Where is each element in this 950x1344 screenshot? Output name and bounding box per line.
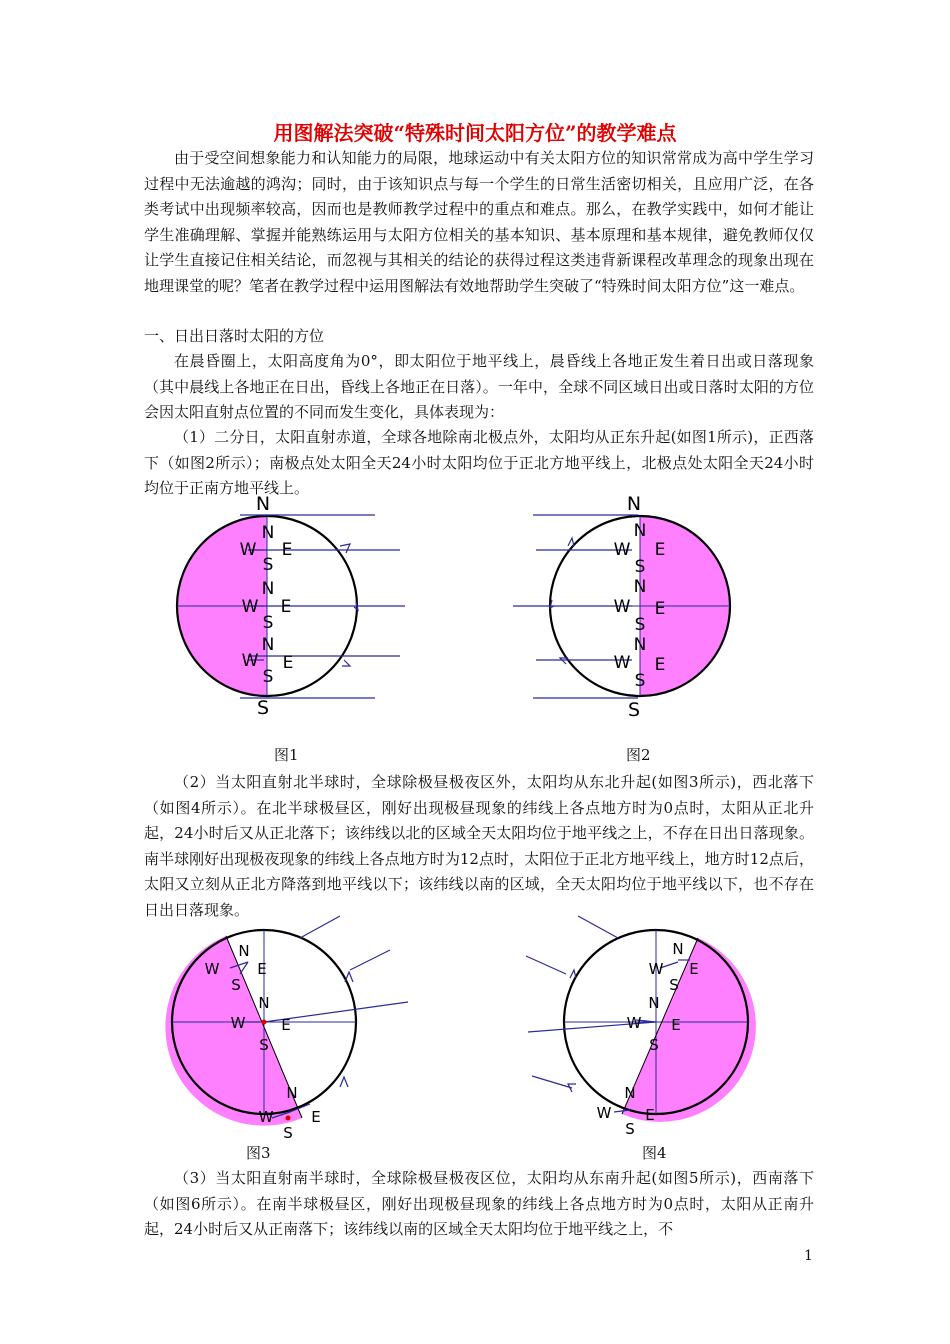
compass-e-label: E	[689, 960, 699, 978]
sun-point	[262, 1020, 267, 1025]
item-2-paragraph: （2）当太阳直射北半球时，全球除极昼极夜区外，太阳均从东北升起(如图3所示)，西北落下（如图4所示）。在北半球极昼区，刚好出现极昼现象的纬线上各点地方时为0点时，太阳从正北升起，24小时后又从正北落下；该纬线以北的区域全天太阳均位于地平线之上，不存在日出日落现象。南半球刚好出现极夜现象的纬线上各点地方时为12点时，太阳位于正北方地平线上，地方时12点后，太阳又立刻从正北方降落到地平线以下；该纬线以南的区域，全天太阳均位于地平线以下，也不存在日出日落现象。	[144, 773, 814, 919]
compass-s-label: S	[649, 1036, 659, 1054]
figure-3-caption: 图3	[246, 1144, 271, 1162]
page-title: 用图解法突破“特殊时间太阳方位”的教学难点	[273, 121, 677, 145]
figure-4-diagram	[518, 912, 778, 1142]
compass-e-label: E	[280, 597, 292, 617]
compass-s-label: S	[262, 667, 274, 687]
pole-south-label: S	[256, 697, 270, 719]
page-number: 1	[804, 1248, 813, 1264]
compass-n-label: N	[624, 1084, 636, 1102]
compass-w-label: W	[241, 651, 259, 671]
compass-e-label: E	[654, 540, 666, 560]
compass-w-label: W	[613, 653, 631, 673]
figure-2-diagram	[508, 488, 768, 728]
pole-south-label: S	[627, 699, 641, 721]
compass-e-label: E	[281, 540, 293, 560]
compass-w-label: W	[241, 597, 259, 617]
figure-1-caption: 图1	[274, 746, 299, 764]
section-paragraph: 在晨昏圈上，太阳高度角为0°，即太阳位于地平线上，晨昏线上各地正发生着日出或日落现象（其中晨线上各地正在日出，昏线上各地正在日落）。一年中，全球不同区域日出或日落时太阳的方位会因太阳直射点位置的不同而发生变化，具体表现为：	[144, 352, 814, 421]
compass-s-label: S	[625, 1120, 635, 1138]
compass-e-label: E	[654, 599, 666, 619]
compass-w-label: W	[230, 1014, 246, 1032]
compass-s-label: S	[259, 1036, 269, 1054]
figure-3-diagram	[160, 912, 420, 1142]
compass-w-label: W	[204, 960, 220, 978]
compass-n-label: N	[261, 523, 275, 543]
compass-e-label: E	[282, 653, 294, 673]
compass-n-label: N	[261, 579, 275, 599]
compass-e-label: E	[645, 1106, 655, 1124]
compass-e-label: E	[311, 1108, 321, 1126]
compass-w-label: W	[258, 1108, 274, 1126]
compass-n-label: N	[258, 994, 270, 1012]
compass-n-label: N	[633, 577, 647, 597]
tangent-arrows	[340, 544, 358, 666]
compass-e-label: E	[654, 655, 666, 675]
compass-n-label: N	[672, 940, 684, 958]
compass-n-label: N	[633, 521, 647, 541]
compass-s-label: S	[669, 976, 679, 994]
intro-paragraph: 由于受空间想象能力和认知能力的局限，地球运动中有关太阳方位的知识常常成为高中学生学习过程中无法逾越的鸿沟；同时，由于该知识点与每一个学生的日常生活密切相关，且应用广泛，在各类考试中出现频率较高，因而也是教师教学过程中的重点和难点。那么，在教学实践中，如何才能让学生准确理解、掌握并能熟练运用与太阳方位相关的基本知识、基本原理和基本规律，避免教师仅仅让学生直接记住相关结论，而忽视与其相关的结论的获得过程这类违背新课程改革理念的现象出现在地理课堂的呢？笔者在教学过程中运用图解法有效地帮助学生突破了“特殊时间太阳方位”这一难点。	[144, 149, 814, 295]
sun-point	[286, 1116, 291, 1121]
item-3-paragraph: （3）当太阳直射南半球时，全球除极昼极夜区位，太阳均从东南升起(如图5所示)，西南落下（如图6所示）。在南半球极昼区，刚好出现极昼现象的纬线上各点地方时为0点时，太阳从正南升起，24小时后又从正南落下；该纬线以南的区域全天太阳均位于地平线之上，不	[144, 1169, 814, 1238]
compass-n-label: N	[648, 994, 660, 1012]
figure-2-caption: 图2	[626, 746, 651, 764]
compass-w-label: W	[613, 597, 631, 617]
pole-north-label: N	[626, 493, 642, 515]
compass-e-label: E	[257, 960, 267, 978]
compass-s-label: S	[262, 613, 274, 633]
compass-s-label: S	[283, 1124, 293, 1142]
pole-north-label: N	[255, 493, 271, 515]
tangent-arrows	[568, 970, 576, 1092]
compass-s-label: S	[634, 671, 646, 691]
compass-w-label: W	[596, 1104, 612, 1122]
compass-w-label: W	[239, 540, 257, 560]
compass-e-label: E	[281, 1016, 291, 1034]
figure-4-caption: 图4	[642, 1144, 667, 1162]
compass-w-label: W	[613, 540, 631, 560]
compass-w-label: W	[648, 960, 664, 978]
compass-n-label: N	[633, 635, 647, 655]
figure-1-diagram	[160, 488, 420, 728]
compass-s-label: S	[634, 557, 646, 577]
compass-e-label: E	[671, 1016, 681, 1034]
compass-s-label: S	[634, 615, 646, 635]
compass-s-label: S	[231, 976, 241, 994]
compass-w-label: W	[626, 1014, 642, 1032]
compass-n-label: N	[238, 942, 250, 960]
section-heading: 一、日出日落时太阳的方位	[144, 327, 325, 345]
compass-n-label: N	[261, 635, 275, 655]
tangent-arrows	[550, 538, 574, 664]
compass-n-label: N	[286, 1084, 298, 1102]
item-1-paragraph: （1）二分日，太阳直射赤道，全球各地除南北极点外，太阳均从正东升起(如图1所示)，正西落下（如图2所示）；南极点处太阳全天24小时太阳均位于正北方地平线上，北极点处太阳全天24小时均位于正南方地平线上。	[144, 428, 814, 497]
compass-s-label: S	[262, 555, 274, 575]
